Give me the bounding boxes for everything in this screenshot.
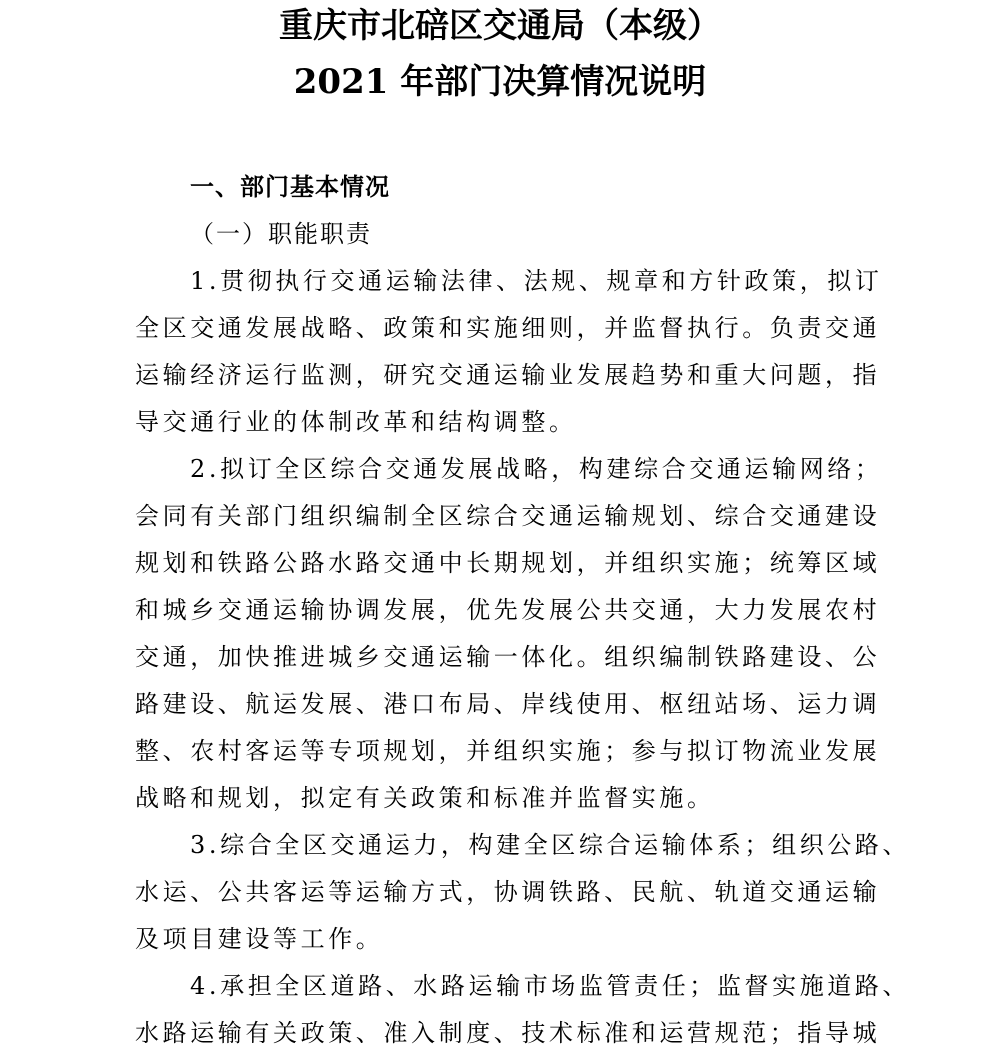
paragraph-line: 及项目建设等工作。 xyxy=(135,925,384,953)
paragraph-line: 3.综合全区交通运力，构建全区综合运输体系；组织公路、 xyxy=(190,831,911,859)
paragraph-line: 整、农村客运等专项规划，并组织实施；参与拟订物流业发展 xyxy=(135,737,881,765)
document-title-line-1: 重庆市北碚区交通局（本级） xyxy=(279,6,721,46)
paragraph-line: 战略和规划，拟定有关政策和标准并监督实施。 xyxy=(135,784,715,812)
paragraph-line: 导交通行业的体制改革和结构调整。 xyxy=(135,408,577,436)
paragraph-line: 2.拟订全区综合交通发展战略，构建综合交通运输网络； xyxy=(190,455,883,483)
paragraph-line: 水运、公共客运等运输方式，协调铁路、民航、轨道交通运输 xyxy=(135,878,881,906)
paragraph-line: 运输经济运行监测，研究交通运输业发展趋势和重大问题，指 xyxy=(135,361,881,389)
paragraph-line: 水路运输有关政策、准入制度、技术标准和运营规范；指导城 xyxy=(135,1019,881,1047)
subsection-heading: （一）职能职责 xyxy=(190,220,372,248)
paragraph-line: 和城乡交通运输协调发展，优先发展公共交通，大力发展农村 xyxy=(135,596,881,624)
section-heading: 一、部门基本情况 xyxy=(190,173,390,201)
paragraph-line: 规划和铁路公路水路交通中长期规划，并组织实施；统筹区域 xyxy=(135,549,881,577)
paragraph-line: 4.承担全区道路、水路运输市场监管责任；监督实施道路、 xyxy=(190,972,911,1000)
document-title-line-2: 2021 年部门决算情况说明 xyxy=(293,62,707,102)
paragraph-line: 会同有关部门组织编制全区综合交通运输规划、综合交通建设 xyxy=(135,502,881,530)
paragraph-line: 全区交通发展战略、政策和实施细则，并监督执行。负责交通 xyxy=(135,314,881,342)
paragraph-line: 1.贯彻执行交通运输法律、法规、规章和方针政策，拟订 xyxy=(190,267,883,295)
paragraph-line: 交通，加快推进城乡交通运输一体化。组织编制铁路建设、公 xyxy=(135,643,881,671)
paragraph-line: 路建设、航运发展、港口布局、岸线使用、枢纽站场、运力调 xyxy=(135,690,881,718)
